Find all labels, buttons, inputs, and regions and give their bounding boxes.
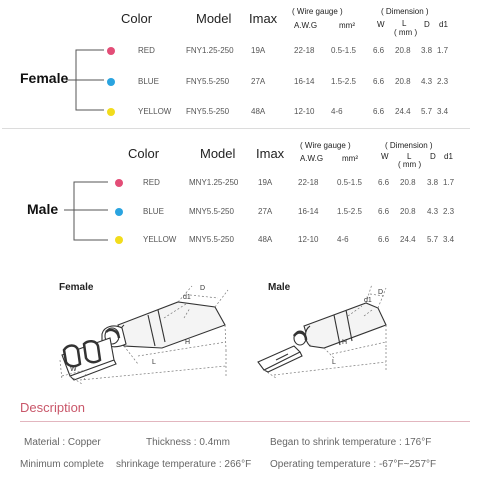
l-cell: 20.8 [400, 178, 416, 187]
awg-cell: 22-18 [298, 178, 319, 187]
color-name-cell: RED [138, 46, 155, 55]
description-title: Description [20, 400, 86, 415]
awg-cell: 12-10 [294, 107, 315, 116]
table-divider [2, 128, 470, 129]
d-cell: 5.7 [427, 235, 439, 244]
header-d: D [424, 20, 430, 29]
model-cell: FNY1.25-250 [186, 46, 234, 55]
awg-cell: 16-14 [294, 77, 315, 86]
l-cell: 24.4 [400, 235, 416, 244]
female-dim-l: L [152, 359, 156, 366]
awg-cell: 22-18 [294, 46, 315, 55]
female-dim-d1: d1 [183, 294, 191, 301]
header-dimension: ( Dimension ) [385, 141, 433, 150]
header-imax: Imax [256, 146, 285, 161]
female-diagram-title: Female [59, 282, 94, 293]
header-color: Color [121, 11, 153, 26]
header-imax: Imax [249, 11, 278, 26]
model-cell: FNY5.5-250 [186, 77, 230, 86]
description-rule [20, 421, 470, 422]
mm2-cell: 1.5-2.5 [331, 77, 356, 86]
header-model: Model [196, 11, 232, 26]
w-cell: 6.6 [373, 107, 385, 116]
w-cell: 6.6 [373, 77, 385, 86]
header-wire-gauge: ( Wire gauge ) [292, 7, 343, 16]
header-mm: ( mm ) [398, 160, 422, 169]
d1-cell: 1.7 [443, 178, 455, 187]
mm2-cell: 4-6 [331, 107, 343, 116]
male-diagram-title: Male [268, 282, 291, 293]
header-dimension: ( Dimension ) [381, 7, 429, 16]
male-terminal-diagram [236, 280, 396, 380]
color-dot [107, 78, 115, 86]
min-shrink-value: shrinkage temperature : 266°F [116, 459, 252, 470]
imax-cell: 19A [251, 46, 266, 55]
color-name-cell: YELLOW [143, 235, 177, 244]
d1-cell: 3.4 [443, 235, 455, 244]
awg-cell: 12-10 [298, 235, 319, 244]
w-cell: 6.6 [378, 207, 390, 216]
d-cell: 3.8 [421, 46, 433, 55]
mm2-cell: 0.5-1.5 [337, 178, 362, 187]
imax-cell: 27A [258, 207, 273, 216]
header-w: W [381, 152, 389, 161]
mm2-cell: 4-6 [337, 235, 349, 244]
mm2-cell: 0.5-1.5 [331, 46, 356, 55]
male-label: Male [27, 201, 59, 217]
female-label: Female [20, 70, 69, 86]
model-cell: FNY5.5-250 [186, 107, 230, 116]
color-name-cell: BLUE [138, 77, 159, 86]
d1-cell: 1.7 [437, 46, 449, 55]
header-d: D [430, 152, 436, 161]
material-text: Material : Copper [24, 437, 101, 448]
imax-cell: 48A [258, 235, 273, 244]
color-dot [107, 108, 115, 116]
female-dim-h: H [185, 339, 191, 346]
w-cell: 6.6 [378, 235, 390, 244]
color-dot [107, 47, 115, 55]
male-dim-h: H [342, 339, 348, 346]
header-awg: A.W.G [300, 154, 324, 163]
female-dim-d: D [200, 285, 206, 292]
model-cell: MNY5.5-250 [189, 235, 234, 244]
l-cell: 20.8 [395, 77, 411, 86]
operating-temp-text: Operating temperature : -67°F~257°F [270, 459, 437, 470]
min-shrink-label: Minimum complete [20, 459, 104, 470]
thickness-text: Thickness : 0.4mm [146, 437, 230, 448]
d-cell: 4.3 [421, 77, 433, 86]
l-cell: 24.4 [395, 107, 411, 116]
header-d1: d1 [444, 152, 453, 161]
header-l: L [402, 19, 407, 28]
w-cell: 6.6 [373, 46, 385, 55]
shrink-begin-text: Began to shrink temperature : 176°F [270, 437, 432, 448]
header-l: L [407, 152, 412, 161]
header-mm2: mm² [342, 154, 358, 163]
d1-cell: 3.4 [437, 107, 449, 116]
d-cell: 5.7 [421, 107, 433, 116]
male-bracket [64, 176, 110, 246]
male-dim-d1: d1 [364, 297, 372, 304]
header-mm2: mm² [339, 21, 355, 30]
color-dot [115, 179, 123, 187]
d-cell: 3.8 [427, 178, 439, 187]
color-dot [115, 236, 123, 244]
header-model: Model [200, 146, 236, 161]
d1-cell: 2.3 [443, 207, 455, 216]
color-dot [115, 208, 123, 216]
female-terminal-diagram [40, 280, 230, 390]
female-dim-w: W [70, 366, 77, 373]
d-cell: 4.3 [427, 207, 439, 216]
w-cell: 6.6 [378, 178, 390, 187]
imax-cell: 48A [251, 107, 266, 116]
male-dim-d: D [378, 289, 384, 296]
female-bracket [66, 44, 106, 116]
imax-cell: 19A [258, 178, 273, 187]
header-awg: A.W.G [294, 21, 318, 30]
mm2-cell: 1.5-2.5 [337, 207, 362, 216]
model-cell: MNY1.25-250 [189, 178, 239, 187]
header-w: W [377, 20, 385, 29]
color-name-cell: RED [143, 178, 160, 187]
l-cell: 20.8 [395, 46, 411, 55]
male-dim-l: L [332, 359, 336, 366]
header-mm: ( mm ) [394, 28, 418, 37]
header-d1: d1 [439, 20, 448, 29]
d1-cell: 2.3 [437, 77, 449, 86]
l-cell: 20.8 [400, 207, 416, 216]
awg-cell: 16-14 [298, 207, 319, 216]
model-cell: MNY5.5-250 [189, 207, 234, 216]
color-name-cell: BLUE [143, 207, 164, 216]
color-name-cell: YELLOW [138, 107, 172, 116]
imax-cell: 27A [251, 77, 266, 86]
header-color: Color [128, 146, 160, 161]
header-wire-gauge: ( Wire gauge ) [300, 141, 351, 150]
